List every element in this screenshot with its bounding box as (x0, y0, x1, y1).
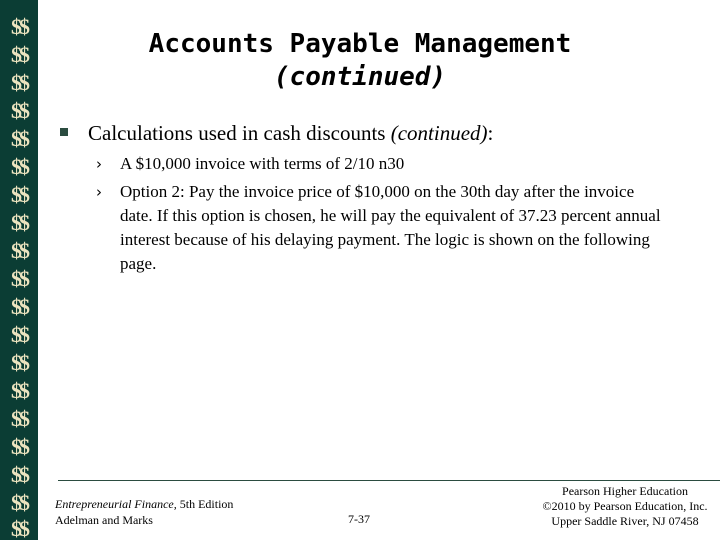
dollar-mark: $$ (11, 98, 27, 123)
publisher-line: Pearson Higher Education (562, 484, 688, 498)
sub-bullet-2 (96, 180, 668, 276)
dollar-mark: $$ (11, 378, 27, 403)
chevron-right-icon: › (96, 183, 102, 201)
sub-bullet-text: A $10,000 invoice with terms of 2/10 n30 (120, 154, 405, 173)
footer-book-info (55, 496, 233, 528)
dollar-mark: $$ (11, 406, 27, 431)
dollar-mark: $$ (11, 182, 27, 207)
dollar-mark: $$ (11, 238, 27, 263)
main-bullet-text (88, 120, 493, 146)
slide-title (60, 28, 660, 94)
bullet-text: Calculations used in cash discounts (88, 121, 391, 145)
dollar-mark: $$ (11, 490, 27, 515)
sub-bullet-1 (96, 152, 668, 176)
copyright-line: ©2010 by Pearson Education, Inc. (542, 499, 708, 513)
dollar-mark: $$ (11, 210, 27, 235)
dollar-mark: $$ (11, 70, 27, 95)
footer-publisher (532, 484, 718, 529)
dollar-mark: $$ (11, 14, 27, 39)
page-number: 7-37 (348, 512, 370, 526)
dollar-mark: $$ (11, 516, 27, 541)
title-line-1: Accounts Payable Management (148, 29, 572, 59)
dollar-mark: $$ (11, 434, 27, 459)
publisher-address: Upper Saddle River, NJ 07458 (551, 514, 699, 528)
dollar-sidebar (0, 0, 38, 540)
dollar-mark: $$ (11, 350, 27, 375)
title-line-2: (continued) (273, 62, 447, 92)
dollar-mark: $$ (11, 154, 27, 179)
square-bullet-icon (60, 128, 68, 136)
footer-book-line (55, 496, 233, 512)
footer-divider (58, 480, 720, 481)
dollar-mark: $$ (11, 126, 27, 151)
sub-bullet-text: Option 2: Pay the invoice price of $10,000 on the 30th day after the invoice date. If this option is chosen, he will pay the equivalent of 37.23 percent annual interest because of his delaying payment. The logic is shown on the following page. (120, 182, 661, 273)
chevron-right-icon: › (96, 155, 102, 173)
bullet-suffix: : (487, 121, 494, 145)
dollar-mark: $$ (11, 42, 27, 67)
dollar-mark: $$ (11, 322, 27, 347)
book-edition: 5th Edition (176, 497, 234, 511)
dollar-mark: $$ (11, 266, 27, 291)
dollar-mark: $$ (11, 294, 27, 319)
book-title: Entrepreneurial Finance, (55, 497, 177, 511)
book-authors: Adelman and Marks (55, 513, 153, 527)
dollar-mark: $$ (11, 462, 27, 487)
bullet-emphasis: (continued) (390, 121, 488, 145)
